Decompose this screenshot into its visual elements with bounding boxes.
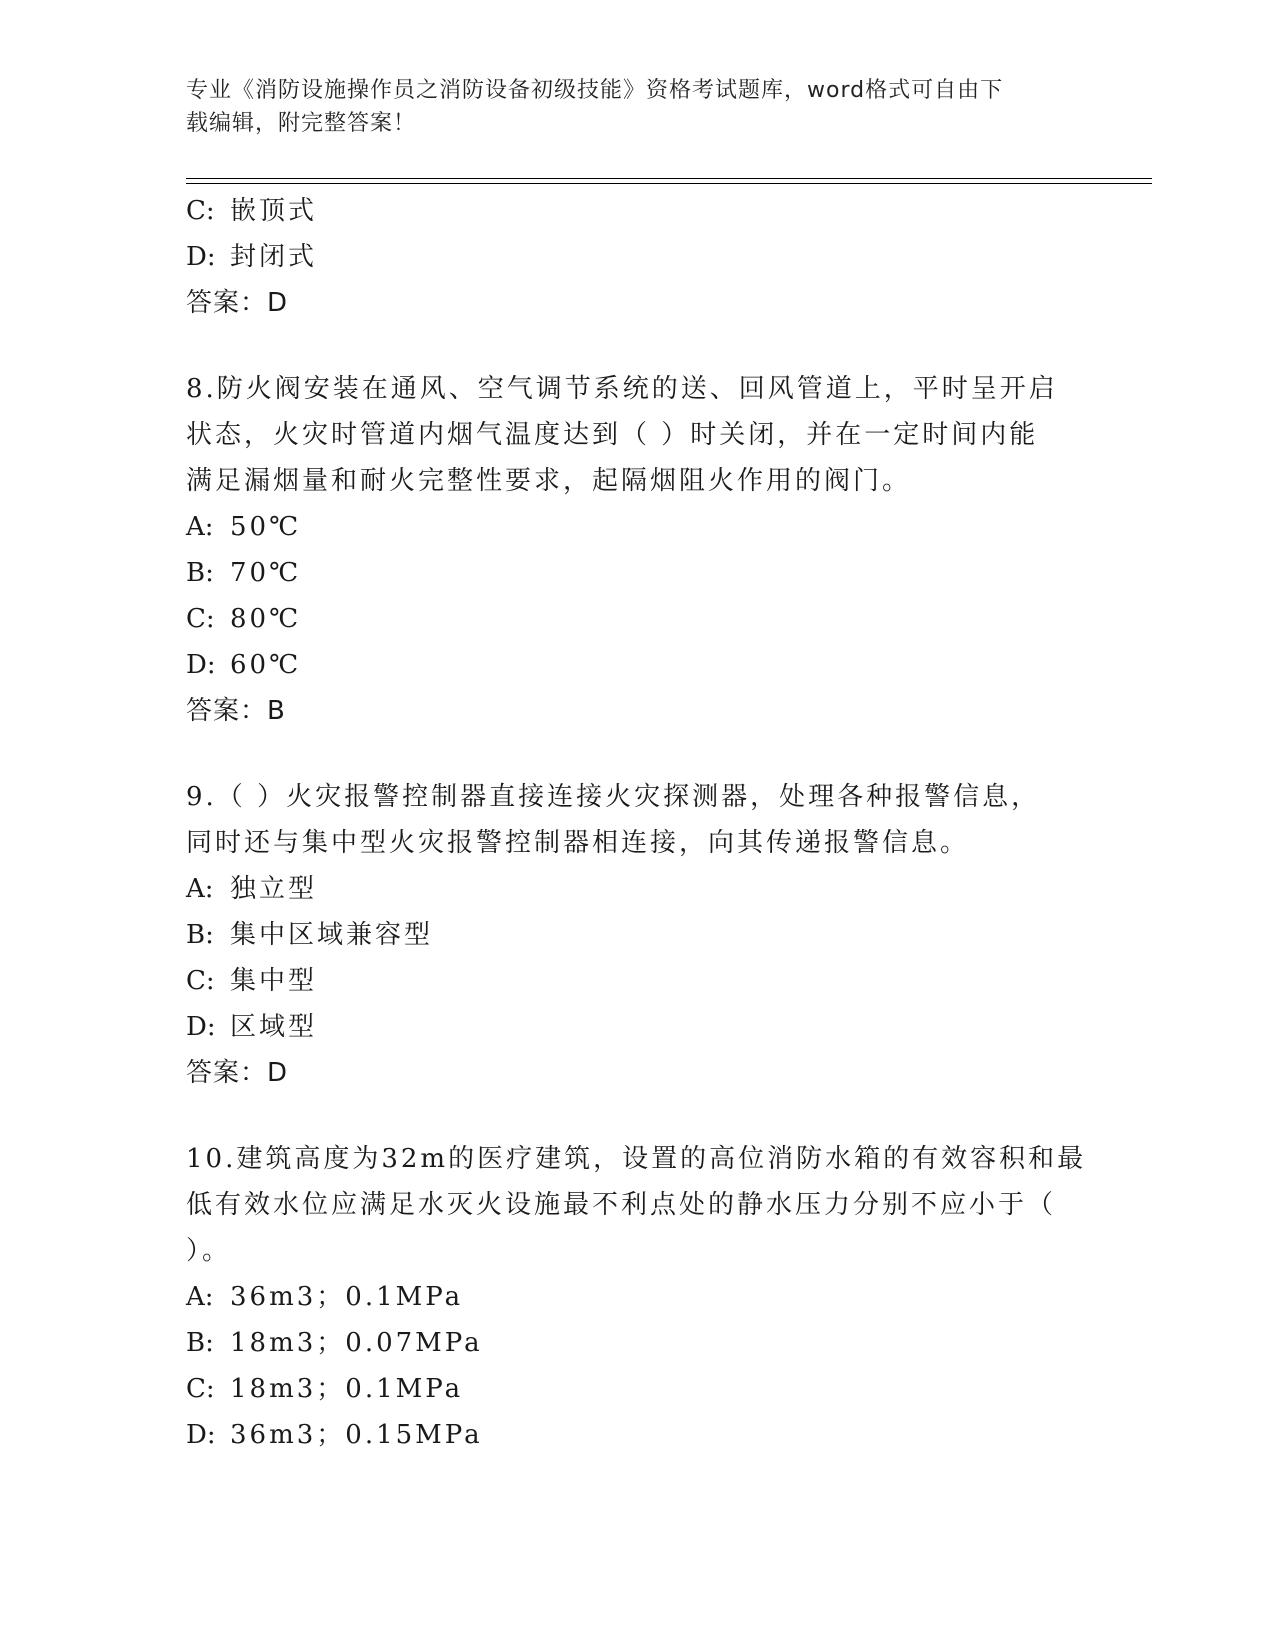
option-text: 嵌顶式 [230, 196, 318, 226]
option-text: 集中型 [230, 966, 318, 996]
option-d [186, 642, 1086, 688]
question-stem-line: 9.（ ）火灾报警控制器直接连接火灾探测器，处理各种报警信息， [186, 782, 1041, 812]
header-divider-top [186, 178, 1152, 179]
option-d [186, 1004, 1086, 1050]
option-key: C: [186, 604, 215, 634]
answer-line: 答案：D [186, 1058, 289, 1088]
spacer [186, 326, 1086, 366]
option-text: 50℃ [230, 512, 302, 542]
question-stem-line: 8.防火阀安装在通风、空气调节系统的送、回风管道上，平时呈开启 [186, 374, 1058, 404]
option-key: B: [186, 558, 214, 588]
option-key: B: [186, 1328, 214, 1358]
document-header [186, 74, 1066, 140]
question-stem-line: ）。 [186, 1236, 232, 1266]
option-d [186, 234, 1086, 280]
option-key: A: [186, 874, 214, 904]
answer-line: 答案：D [186, 288, 289, 318]
option-d [186, 1412, 1086, 1458]
question-stem-line: 状态，火灾时管道内烟气温度达到（ ）时关闭，并在一定时间内能 [186, 420, 1039, 450]
question-10 [186, 1136, 1086, 1458]
option-c [186, 958, 1086, 1004]
option-text: 36m3；0.15MPa [230, 1420, 483, 1450]
option-key: C: [186, 1374, 215, 1404]
option-key: B: [186, 920, 214, 950]
spacer [186, 734, 1086, 774]
spacer [186, 1096, 1086, 1136]
option-text: 18m3；0.1MPa [230, 1374, 464, 1404]
option-key: D: [186, 1420, 216, 1450]
option-text: 80℃ [230, 604, 302, 634]
answer-line: 答案：B [186, 696, 286, 726]
option-c [186, 1366, 1086, 1412]
option-a [186, 1274, 1086, 1320]
option-b [186, 550, 1086, 596]
option-c [186, 188, 1086, 234]
question-stem-line: 低有效水位应满足水灭火设施最不利点处的静水压力分别不应小于（ [186, 1190, 1057, 1220]
header-line-2: 载编辑，附完整答案！ [186, 111, 417, 136]
question-stem-line: 10.建筑高度为32m的医疗建筑，设置的高位消防水箱的有效容积和最 [186, 1144, 1087, 1174]
option-key: C: [186, 966, 215, 996]
option-key: D: [186, 650, 216, 680]
question-8 [186, 366, 1086, 734]
option-c [186, 596, 1086, 642]
option-a [186, 866, 1086, 912]
option-text: 区域型 [230, 1012, 318, 1042]
option-text: 集中区域兼容型 [230, 920, 434, 950]
option-key: C: [186, 196, 215, 226]
option-a [186, 504, 1086, 550]
option-text: 18m3；0.07MPa [230, 1328, 483, 1358]
option-b [186, 1320, 1086, 1366]
option-text: 36m3；0.1MPa [230, 1282, 464, 1312]
option-key: D: [186, 1012, 216, 1042]
header-divider-bottom [186, 183, 1152, 184]
option-key: D: [186, 242, 216, 272]
question-stem-line: 同时还与集中型火灾报警控制器相连接，向其传递报警信息。 [186, 828, 970, 858]
option-text: 60℃ [230, 650, 302, 680]
question-9 [186, 774, 1086, 1096]
option-key: A: [186, 1282, 214, 1312]
question-stem-line: 满足漏烟量和耐火完整性要求，起隔烟阻火作用的阀门。 [186, 466, 912, 496]
header-line-1: 专业《消防设施操作员之消防设备初级技能》资格考试题库，word格式可自由下 [186, 78, 1004, 103]
question-content [186, 188, 1086, 1458]
option-text: 70℃ [230, 558, 302, 588]
option-b [186, 912, 1086, 958]
option-text: 独立型 [230, 874, 318, 904]
question-7-tail [186, 188, 1086, 326]
option-text: 封闭式 [230, 242, 318, 272]
option-key: A: [186, 512, 214, 542]
